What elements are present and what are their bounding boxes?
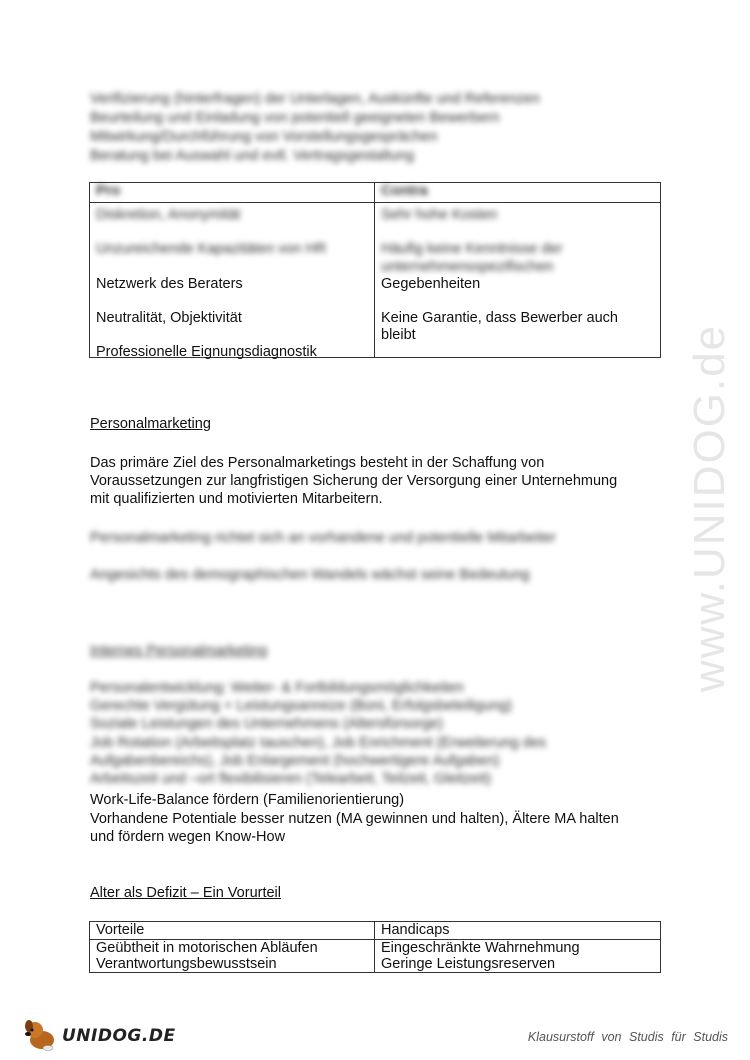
procon-contra-item: Häufig keine Kenntnisse der [381,241,563,257]
procon-pro-item: Netzwerk des Beraters [96,276,243,292]
internes-heading: Internes Personalmarketing [90,643,268,659]
alter-vorteile-cell [90,940,375,973]
procon-contra-item: Gegebenheiten [381,276,481,292]
internes-blurred-line: Personalentwicklung: Weiter- & Fortbildungsmöglichkeiten [90,680,464,696]
alter-vorteile-item: Verantwortungsbewusstsein [96,956,277,972]
alter-vorteile-item: Geübtheit in motorischen Abläufen [96,940,318,956]
alter-table [89,921,661,973]
alter-handicaps-cell [375,940,661,973]
top-list-item: Beurteilung und Einladung von potentiell geeigneten Bewerbern [90,110,500,126]
personalmarketing-paragraph-line: Das primäre Ziel des Personalmarketings besteht in der Schaffung von [90,455,545,471]
procon-pro-item: Unzureichende Kapazitäten von HR [96,241,327,257]
watermark [640,285,750,730]
personalmarketing-paragraph-line: mit qualifizierten und motivierten Mitarbeitern. [90,491,383,507]
dog-mascot-icon [22,1018,60,1052]
internes-blurred-line: Gerechte Vergütung + Leistungsanreize (Boni, Erfolgsbeteiligung) [90,698,512,714]
procon-contra-item: bleibt [381,327,416,343]
alter-handicaps-item: Eingeschränkte Wahrnehmung [381,940,580,956]
procon-header-pro: Pro [90,183,375,203]
personalmarketing-blurred-line: Personalmarketing richtet sich an vorhandene und potentielle Mitarbeiter [90,530,556,546]
top-list-item: Mitwirkung/Durchführung von Vorstellungsgesprächen [90,129,438,145]
internes-blurred-line: Arbeitszeit und –ort flexibilisieren (Telearbeit, Teilzeit, Gleitzeit) [90,771,492,787]
procon-pro-item: Professionelle Eignungsdiagnostik [96,344,317,360]
procon-table [89,182,661,358]
procon-contra-item: Keine Garantie, dass Bewerber auch [381,310,618,326]
internes-visible-line: und fördern wegen Know-How [90,829,286,845]
internes-blurred-line: Aufgabenbereichs), Job Enlargement (hochwertigere Aufgaben) [90,753,500,769]
procon-header-contra: Contra [375,183,661,203]
top-list-item: Verifizierung (hinterfragen) der Unterlagen, Auskünfte und Referenzen [90,91,540,107]
top-list-item: Beratung bei Auswahl und evtl. Vertragsgestaltung [90,148,415,164]
alter-handicaps-item: Geringe Leistungsreserven [381,956,556,972]
procon-contra-item: Sehr hohe Kosten [381,207,498,223]
procon-contra-item: unternehmensspezifischen [381,259,554,275]
internes-visible-line: Vorhandene Potentiale besser nutzen (MA gewinnen und halten), Ältere MA halten [90,811,619,827]
procon-contra-cell [375,203,661,358]
personalmarketing-paragraph-line: Voraussetzungen zur langfristigen Sicherung der Versorgung einer Unternehmung [90,473,618,489]
procon-pro-cell [90,203,375,358]
procon-pro-item: Neutralität, Objektivität [96,310,242,326]
internes-visible-line: Work-Life-Balance fördern (Familienorientierung) [90,792,405,808]
internes-blurred-line: Job Rotation (Arbeitsplatz tauschen), Job Enrichment (Erweiterung des [90,735,547,751]
alter-heading: Alter als Defizit – Ein Vorurteil [90,885,281,901]
watermark-text: www.UNIDOG.de [685,323,734,692]
internes-blurred-line: Soziale Leistungen des Unternehmens (Altersfürsorge) [90,716,444,732]
procon-pro-item: Diskretion, Anonymität [96,207,241,223]
footer-logo [22,1018,176,1054]
alter-header-handicaps: Handicaps [375,922,661,940]
logo-text: UNIDOG.DE [62,1026,176,1046]
personalmarketing-heading: Personalmarketing [90,416,211,432]
personalmarketing-blurred-line: Angesichts des demographischen Wandels wächst seine Bedeutung [90,567,530,583]
footer-slogan: Klausurstoff von Studis für Studis [527,1030,728,1044]
alter-header-vorteile: Vorteile [90,922,375,940]
